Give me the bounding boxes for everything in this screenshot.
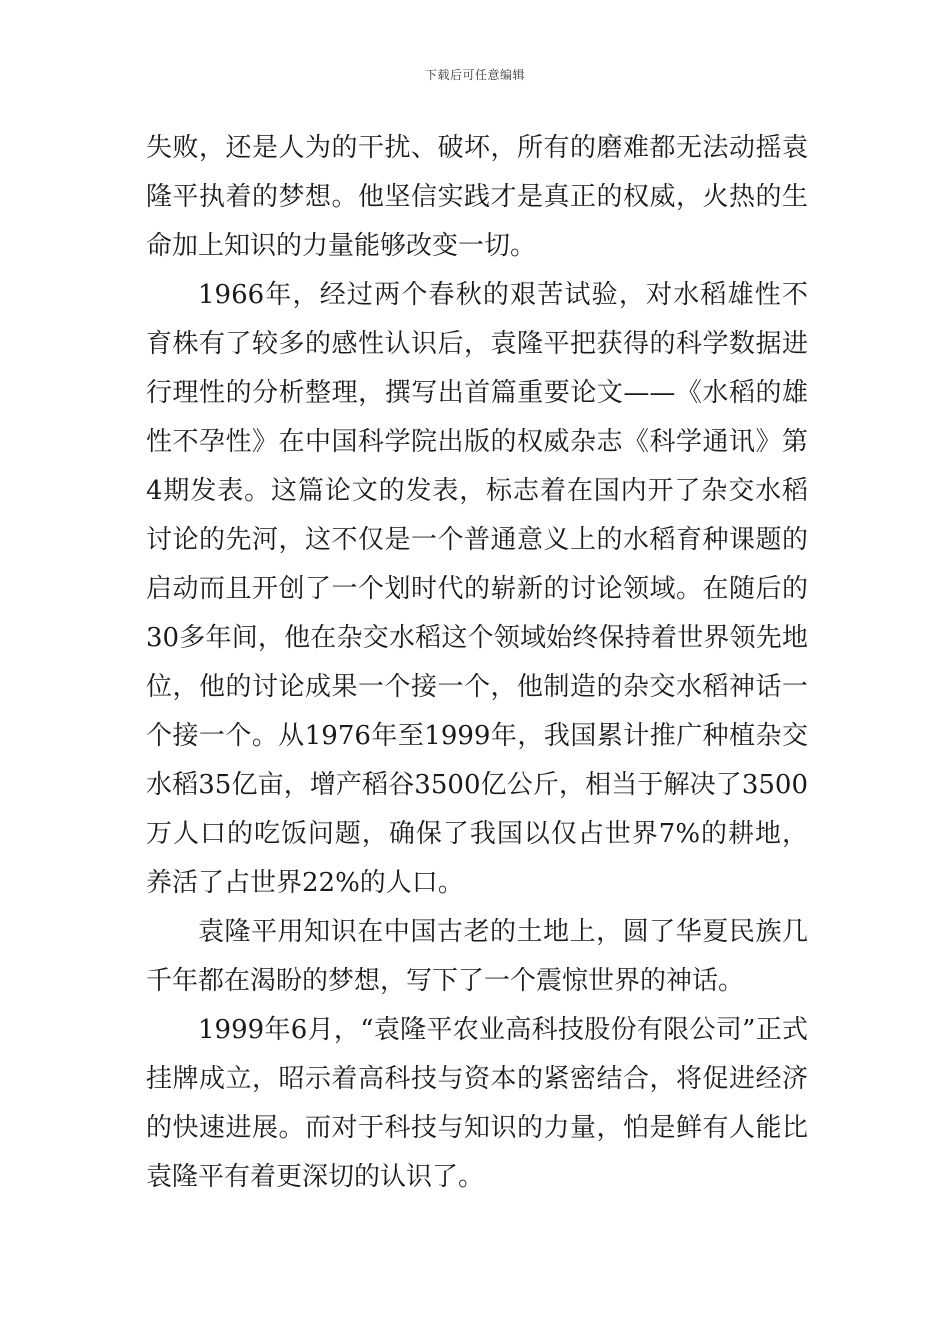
body-text	[146, 124, 808, 1202]
paragraph-1: 失败，还是人为的干扰、破坏，所有的磨难都无法动摇袁隆平执着的梦想。他坚信实践才是真正的权威，火热的生命加上知识的力量能够改变一切。	[146, 133, 808, 261]
paragraph-4: 1999年6月，“袁隆平农业高科技股份有限公司”正式挂牌成立，昭示着高科技与资本的紧密结合，将促进经济的快速进展。而对于科技与知识的力量，怕是鲜有人能比袁隆平有着更深切的认识了。	[146, 1015, 808, 1192]
page-header: 下载后可任意编辑	[424, 68, 525, 82]
paragraph-3: 袁隆平用知识在中国古老的土地上，圆了华夏民族几千年都在渴盼的梦想，写下了一个震惊世界的神话。	[146, 917, 808, 996]
paragraph-2: 1966年，经过两个春秋的艰苦试验，对水稻雄性不育株有了较多的感性认识后，袁隆平把获得的科学数据进行理性的分析整理，撰写出首篇重要论文——《水稻的雄性不孕性》在中国科学院出版的权威杂志《科学通讯》第4期发表。这篇论文的发表，标志着在国内开了杂交水稻讨论的先河，这不仅是一个普通意义上的水稻育种课题的启动而且开创了一个划时代的崭新的讨论领域。在随后的30多年间，他在杂交水稻这个领域始终保持着世界领先地位，他的讨论成果一个接一个，他制造的杂交水稻神话一个接一个。从1976年至1999年，我国累计推广种植杂交水稻35亿亩，增产稻谷3500亿公斤，相当于解决了3500万人口的吃饭问题，确保了我国以仅占世界7%的耕地，养活了占世界22%的人口。	[146, 280, 808, 898]
